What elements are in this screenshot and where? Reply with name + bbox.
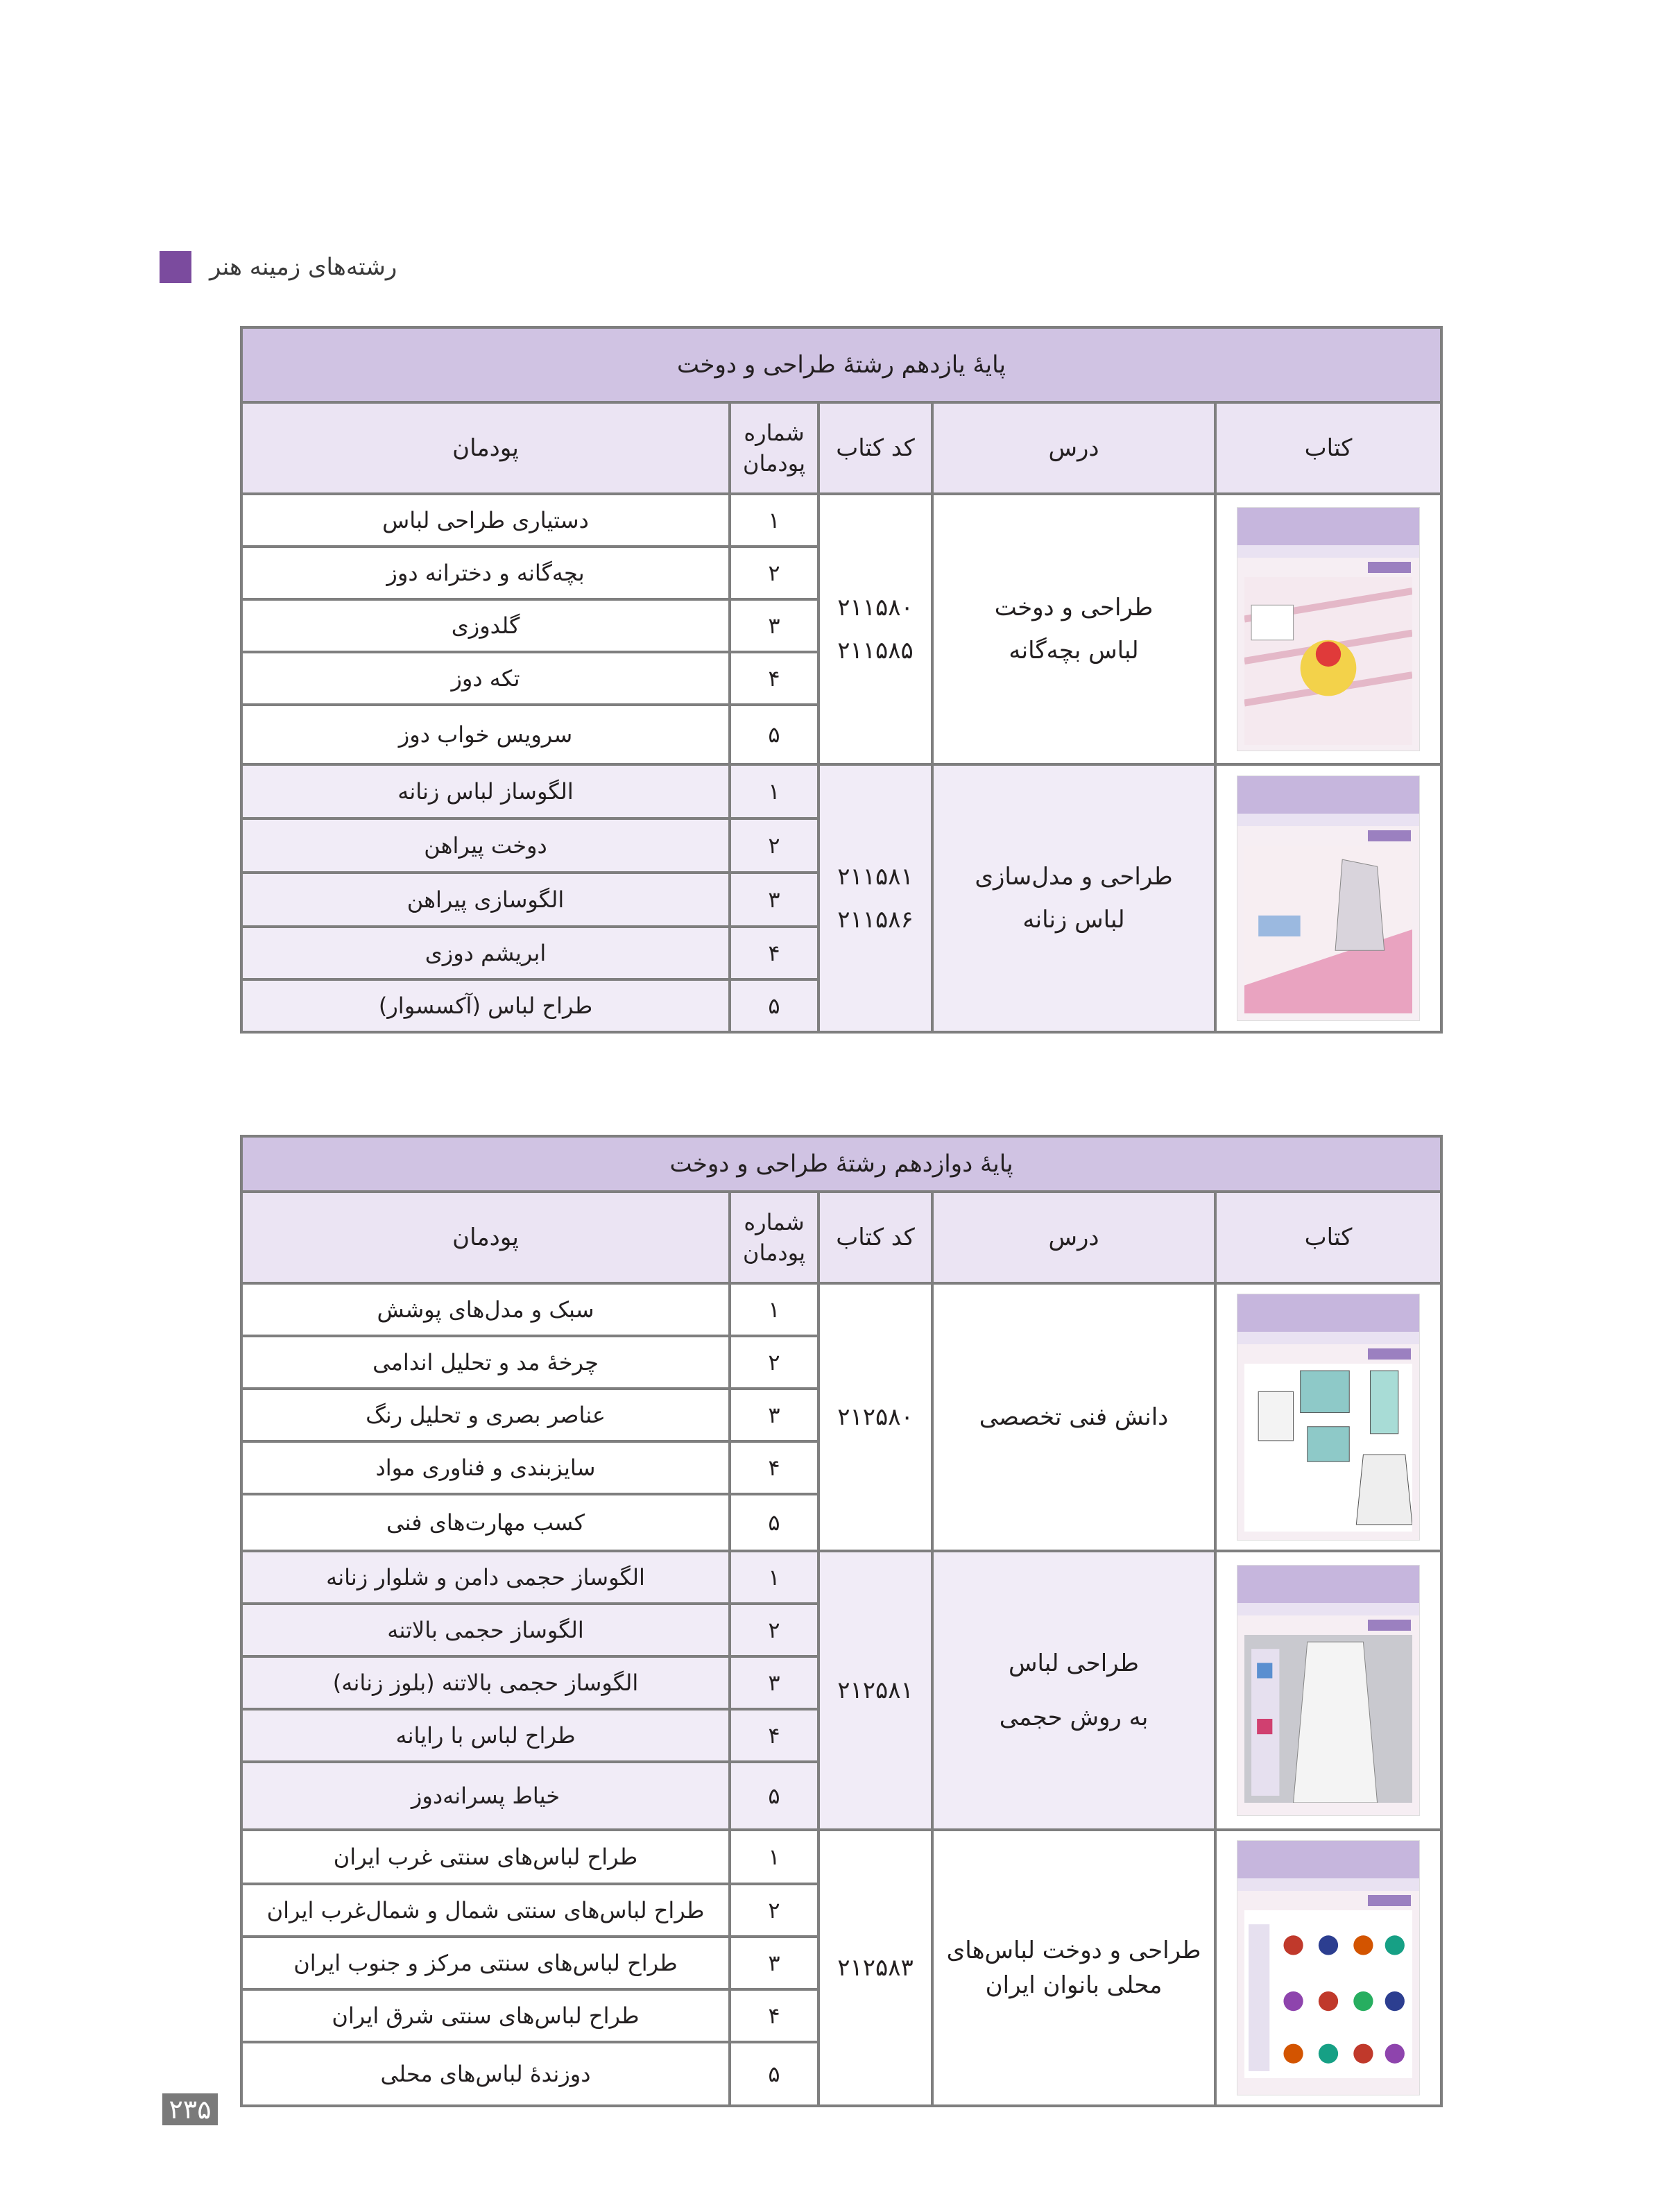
code-cell: ۲۱۲۵۸۱: [818, 1551, 932, 1830]
module-number: ۵: [730, 1494, 818, 1551]
dars-cell: طراحی و دوخت لباس بچه‌گانه: [932, 494, 1215, 764]
module-number: ۴: [730, 1441, 818, 1494]
module-number: ۳: [730, 1937, 818, 1989]
module-title: کسب مهارت‌های فنی: [241, 1494, 730, 1551]
section-title: رشته‌های زمینه هنر: [209, 253, 397, 281]
col-number: شماره پودمان: [730, 402, 818, 494]
module-number: ۵: [730, 979, 818, 1032]
module-title: بچه‌گانه و دخترانه دوز: [241, 547, 730, 599]
book-cover-image: [1215, 1551, 1441, 1830]
table-caption: پایهٔ یازدهم رشتهٔ طراحی و دوخت: [241, 327, 1441, 402]
book-cover-image: [1215, 494, 1441, 764]
module-number: ۱: [730, 494, 818, 547]
dars-cell: طراحی لباس به روش حجمی: [932, 1551, 1215, 1830]
code-cell: ۲۱۲۵۸۰: [818, 1283, 932, 1551]
module-number: ۵: [730, 705, 818, 764]
module-title: طراح لباس (آکسسوار): [241, 979, 730, 1032]
module-number: ۴: [730, 927, 818, 979]
module-title: طراح لباس‌های سنتی شمال و شمال‌غرب ایران: [241, 1884, 730, 1937]
module-number: ۲: [730, 1336, 818, 1389]
table-caption: پایهٔ دوازدهم رشتهٔ طراحی و دوخت: [241, 1136, 1441, 1192]
module-number: ۱: [730, 1551, 818, 1604]
module-title: الگوساز حجمی دامن و شلوار زنانه: [241, 1551, 730, 1604]
module-number: ۴: [730, 1989, 818, 2042]
code-cell: ۲۱۱۵۸۱ ۲۱۱۵۸۶: [818, 764, 932, 1032]
col-dars: درس: [932, 1192, 1215, 1283]
table-row: [241, 494, 1441, 547]
page-number: ۲۳۵: [162, 2093, 218, 2125]
module-title: گلدوزی: [241, 599, 730, 652]
module-number: ۴: [730, 1709, 818, 1762]
table-row: [241, 1551, 1441, 1604]
module-number: ۲: [730, 1604, 818, 1656]
book-cover-image: [1215, 764, 1441, 1032]
module-title: خیاط پسرانه‌دوز: [241, 1762, 730, 1830]
module-number: ۳: [730, 873, 818, 927]
dars-cell: طراحی و مدل‌سازی لباس زنانه: [932, 764, 1215, 1032]
module-title: دستیاری طراحی لباس: [241, 494, 730, 547]
table-row: [241, 764, 1441, 818]
book-cover-image: [1215, 1830, 1441, 2106]
cover-illustration: [1244, 1635, 1412, 1803]
module-title: سبک و مدل‌های پوشش: [241, 1283, 730, 1336]
module-title: عناصر بصری و تحلیل رنگ: [241, 1389, 730, 1441]
section-header: [160, 250, 397, 284]
table-row: [241, 1830, 1441, 1884]
module-title: دوخت پیراهن: [241, 818, 730, 873]
module-number: ۲: [730, 818, 818, 873]
module-title: سایزبندی و فناوری مواد: [241, 1441, 730, 1494]
header-square-icon: [160, 251, 191, 283]
col-code: کد کتاب: [818, 402, 932, 494]
module-title: الگوساز لباس زنانه: [241, 764, 730, 818]
col-poodman: پودمان: [241, 402, 730, 494]
cover-illustration: [1244, 1364, 1412, 1532]
module-number: ۲: [730, 547, 818, 599]
module-number: ۳: [730, 1656, 818, 1709]
grade12-table: [240, 1135, 1443, 2107]
module-number: ۲: [730, 1884, 818, 1937]
module-title: طراح لباس‌های سنتی مرکز و جنوب ایران: [241, 1937, 730, 1989]
col-code: کد کتاب: [818, 1192, 932, 1283]
module-title: الگوساز حجمی بالاتنه (بلوز زنانه): [241, 1656, 730, 1709]
col-poodman: پودمان: [241, 1192, 730, 1283]
book-cover-image: [1215, 1283, 1441, 1551]
col-dars: درس: [932, 402, 1215, 494]
col-book: کتاب: [1215, 402, 1441, 494]
module-title: الگوساز حجمی بالاتنه: [241, 1604, 730, 1656]
cover-illustration: [1244, 846, 1412, 1013]
module-title: ابریشم دوزی: [241, 927, 730, 979]
col-book: کتاب: [1215, 1192, 1441, 1283]
module-number: ۳: [730, 1389, 818, 1441]
module-title: دوزندهٔ لباس‌های محلی: [241, 2042, 730, 2106]
module-number: ۱: [730, 764, 818, 818]
module-title: طراح لباس‌های سنتی شرق ایران: [241, 1989, 730, 2042]
module-title: طراح لباس با رایانه: [241, 1709, 730, 1762]
module-number: ۵: [730, 1762, 818, 1830]
cover-illustration: [1244, 1910, 1412, 2078]
module-title: سرویس خواب دوز: [241, 705, 730, 764]
table-row: [241, 1283, 1441, 1336]
module-number: ۳: [730, 599, 818, 652]
module-number: ۱: [730, 1830, 818, 1884]
module-number: ۱: [730, 1283, 818, 1336]
module-title: طراح لباس‌های سنتی غرب ایران: [241, 1830, 730, 1884]
module-number: ۴: [730, 652, 818, 705]
col-number: شماره پودمان: [730, 1192, 818, 1283]
dars-cell: دانش فنی تخصصی: [932, 1283, 1215, 1551]
module-title: چرخهٔ مد و تحلیل اندامی: [241, 1336, 730, 1389]
cover-illustration: [1244, 577, 1412, 745]
code-cell: ۲۱۲۵۸۳: [818, 1830, 932, 2106]
dars-cell: طراحی و دوخت لباس‌های محلی بانوان ایران: [932, 1830, 1215, 2106]
module-title: تکه دوز: [241, 652, 730, 705]
code-cell: ۲۱۱۵۸۰ ۲۱۱۵۸۵: [818, 494, 932, 764]
module-number: ۵: [730, 2042, 818, 2106]
grade11-table: [240, 326, 1443, 1034]
module-title: الگوسازی پیراهن: [241, 873, 730, 927]
